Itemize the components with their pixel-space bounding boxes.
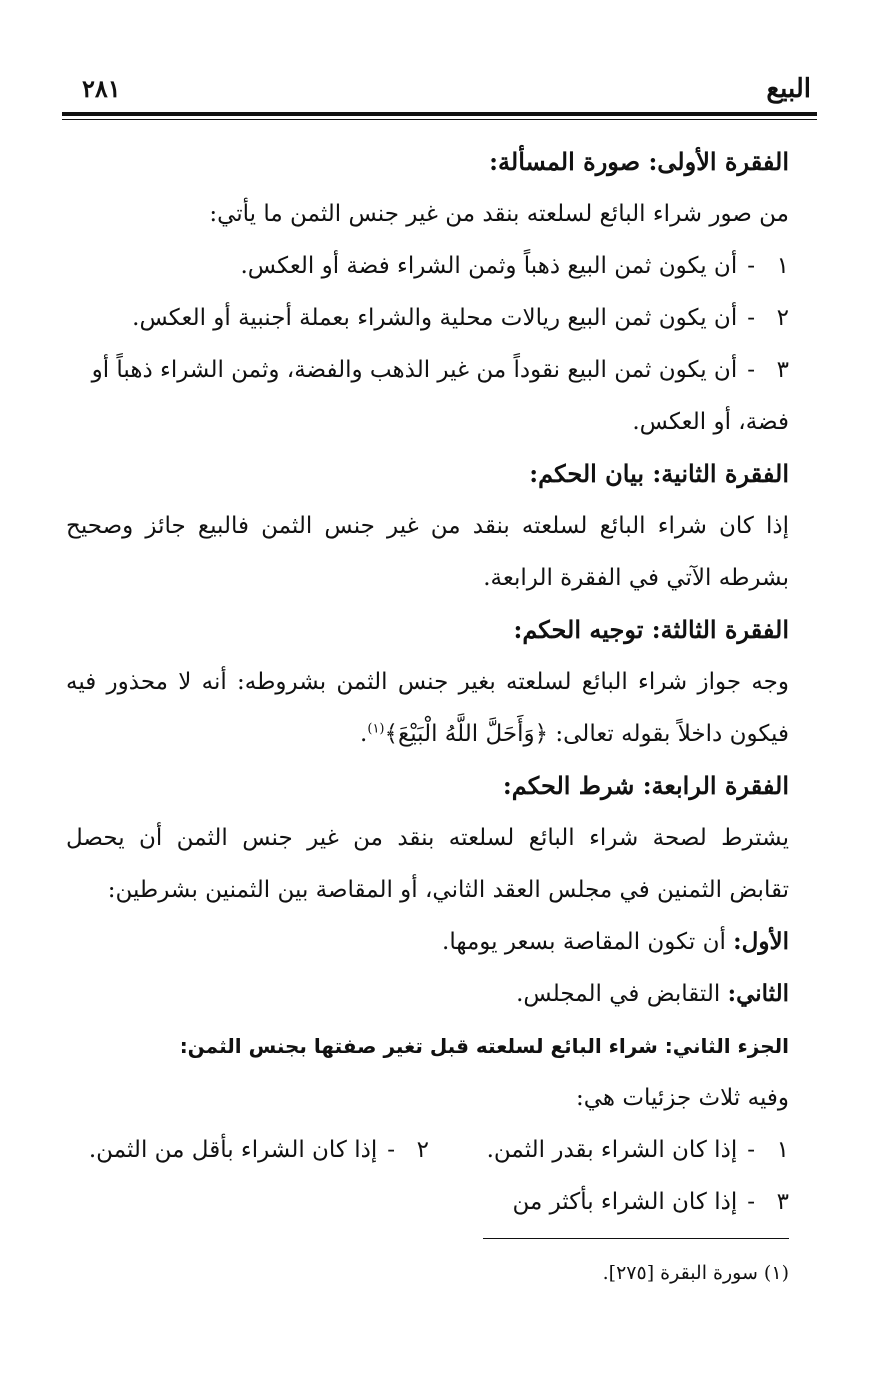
- header-rule-thin: [62, 119, 817, 120]
- paragraph-line-with-verse: فيكون داخلاً بقوله تعالى: ﴿وَأَحَلَّ اللَّهُ الْبَيْعَ﴾$^{(١)}$.: [360, 721, 789, 747]
- section-heading-2: الفقرة الثانية: بيان الحكم:: [529, 459, 789, 488]
- chapter-title: البيع: [766, 74, 811, 104]
- quran-verse: ﴿وَأَحَلَّ اللَّهُ الْبَيْعَ﴾: [384, 721, 549, 747]
- footnote: (١) سورة البقرة [٢٧٥].: [602, 1262, 789, 1284]
- paragraph-line: يشترط لصحة شراء البائع لسلعته بنقد من غير جنس الثمن أن يحصل: [66, 825, 789, 851]
- paragraph-line: من صور شراء البائع لسلعته بنقد من غير جنس الثمن ما يأتي:: [209, 201, 789, 227]
- paragraph-line: بشرطه الآتي في الفقرة الرابعة.: [483, 565, 789, 591]
- section-heading-3: الفقرة الثالثة: توجيه الحكم:: [513, 615, 789, 644]
- list-item: ٢-إذا كان الشراء بأقل من الثمن.: [88, 1137, 429, 1163]
- page-number: ٢٨١: [82, 74, 121, 103]
- list-item: ١-إذا كان الشراء بقدر الثمن.: [486, 1137, 789, 1163]
- footnote-ref: (١): [367, 721, 385, 737]
- condition-first: الأول: أن تكون المقاصة بسعر يومها.: [442, 928, 789, 955]
- paragraph-line: إذا كان شراء البائع لسلعته بنقد من غير جنس الثمن فالبيع جائز وصحيح: [66, 513, 789, 539]
- running-header: [62, 72, 817, 116]
- list-item-continuation: فضة، أو العكس.: [632, 409, 789, 435]
- paragraph-line: وفيه ثلاث جزئيات هي:: [575, 1085, 789, 1111]
- paragraph-line: وجه جواز شراء البائع لسلعته بغير جنس الثمن بشروطه: أنه لا محذور فيه: [66, 669, 789, 695]
- list-item: ١-أن يكون ثمن البيع ذهباً وثمن الشراء فضة أو العكس.: [240, 253, 789, 279]
- list-item: ٣-إذا كان الشراء بأكثر من: [512, 1189, 789, 1215]
- section-heading-4: الفقرة الرابعة: شرط الحكم:: [502, 771, 789, 800]
- section-heading-1: الفقرة الأولى: صورة المسألة:: [489, 147, 789, 176]
- list-row: [66, 1124, 789, 1176]
- footnote-separator: [483, 1238, 789, 1239]
- list-item: ٢-أن يكون ثمن البيع ريالات محلية والشراء بعملة أجنبية أو العكس.: [132, 305, 789, 331]
- condition-second: الثاني: التقابض في المجلس.: [516, 980, 789, 1007]
- part-heading: الجزء الثاني: شراء البائع لسلعته قبل تغير صفتها بجنس الثمن:: [179, 1034, 789, 1058]
- page-body: [66, 136, 789, 1228]
- header-rule-thick: [62, 112, 817, 116]
- list-item: ٣-أن يكون ثمن البيع نقوداً من غير الذهب والفضة، وثمن الشراء ذهباً أو: [91, 357, 789, 383]
- paragraph-line: تقابض الثمنين في مجلس العقد الثاني، أو المقاصة بين الثمنين بشرطين:: [107, 877, 789, 903]
